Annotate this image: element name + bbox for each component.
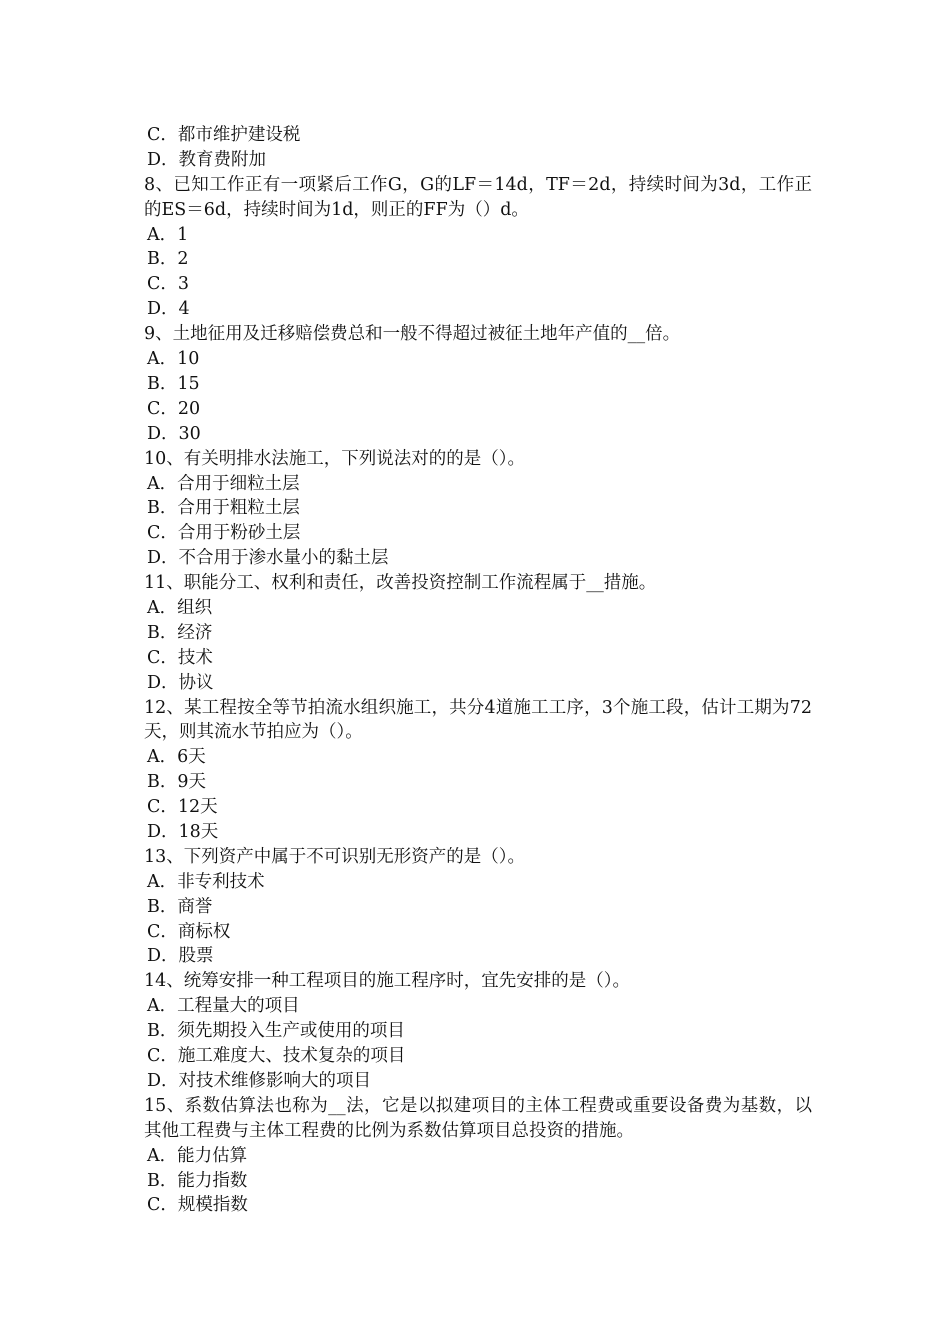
option-item: D．股票 bbox=[147, 946, 214, 967]
option-item: D．不合用于渗水量小的黏土层 bbox=[147, 548, 389, 569]
option-item: D．30 bbox=[147, 423, 201, 444]
option-item: A．组织 bbox=[147, 597, 213, 618]
option-item: B．2 bbox=[147, 249, 189, 270]
question-stem: 14、统筹安排一种工程项目的施工程序时，宜先安排的是（）。 bbox=[144, 971, 631, 992]
option-item: B．15 bbox=[147, 373, 200, 394]
option-item: C．20 bbox=[147, 398, 201, 419]
option-item: B．须先期投入生产或使用的项目 bbox=[147, 1021, 405, 1042]
option-item: B．合用于粗粒土层 bbox=[147, 498, 300, 519]
option-item: A．10 bbox=[147, 349, 200, 370]
option-item: C．3 bbox=[147, 274, 190, 295]
question-stem: 13、下列资产中属于不可识别无形资产的是（）。 bbox=[144, 846, 526, 867]
option-item: C．都市维护建设税 bbox=[147, 125, 301, 145]
option-item: D．18天 bbox=[147, 822, 219, 842]
option-item: C．规模指数 bbox=[147, 1195, 248, 1216]
question-stem: 15、系数估算法也称为__法，它是以拟建项目的主体工程费或重要设备费为基数，以其他工程费与主体工程费的比例为系数估算项目总投资的措施。 bbox=[144, 1095, 812, 1141]
option-item: A．1 bbox=[147, 224, 189, 245]
question-stem: 11、职能分工、权利和责任，改善投资控制工作流程属于__措施。 bbox=[144, 573, 657, 594]
question-list bbox=[144, 123, 812, 1218]
option-item: C．12天 bbox=[147, 797, 218, 818]
option-item: A．非专利技术 bbox=[147, 871, 265, 892]
option-item: C．施工难度大、技术复杂的项目 bbox=[147, 1046, 406, 1067]
option-item: B．商誉 bbox=[147, 896, 213, 917]
option-item: B．经济 bbox=[147, 622, 213, 643]
option-item: D．协议 bbox=[147, 672, 214, 693]
option-item: B．能力指数 bbox=[147, 1170, 248, 1191]
option-item: C．合用于粉砂土层 bbox=[147, 523, 301, 544]
option-item: D．4 bbox=[147, 299, 190, 320]
question-stem: 12、某工程按全等节拍流水组织施工，共分4道施工工序，3个施工段，估计工期为72天，则其流水节拍应为（）。 bbox=[144, 697, 812, 743]
option-item: A．6天 bbox=[147, 747, 206, 768]
option-item: A．能力估算 bbox=[147, 1145, 248, 1166]
option-item: D．教育费附加 bbox=[147, 149, 267, 170]
option-item: B．9天 bbox=[147, 772, 206, 793]
question-stem: 9、土地征用及迁移赔偿费总和一般不得超过被征土地年产值的__倍。 bbox=[144, 324, 681, 345]
question-stem: 8、已知工作正有一项紧后工作G，G的LF＝14d，TF＝2d，持续时间为3d，工作正的ES＝6d，持续时间为1d，则正的FF为（）d。 bbox=[144, 174, 812, 220]
question-stem: 10、有关明排水法施工，下列说法对的的是（）。 bbox=[144, 448, 526, 469]
option-item: D．对技术维修影响大的项目 bbox=[147, 1070, 372, 1091]
option-item: C．技术 bbox=[147, 647, 213, 668]
option-item: A．工程量大的项目 bbox=[147, 996, 300, 1017]
option-item: C．商标权 bbox=[147, 921, 231, 942]
option-item: A．合用于细粒土层 bbox=[147, 473, 300, 494]
